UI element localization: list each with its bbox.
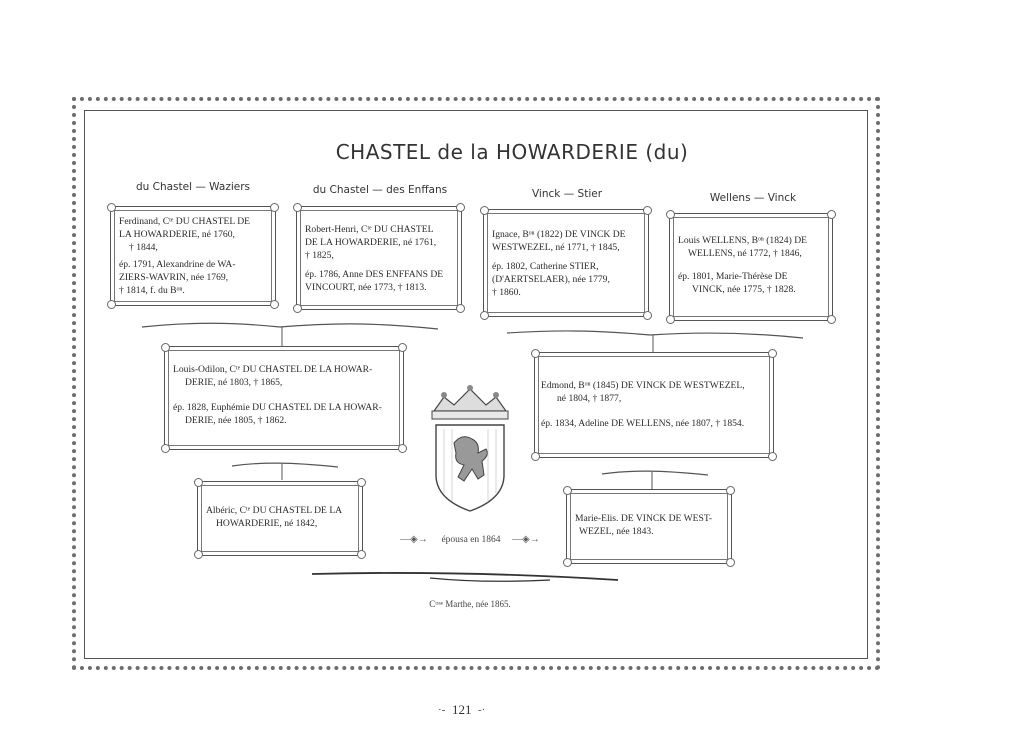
odilon-line-1: Louis-Odilon, Cᵗᵉ DU CHASTEL DE LA HOWAR-	[173, 364, 373, 375]
page-number: 121	[452, 702, 472, 717]
connector-swash-gen3-left	[230, 460, 340, 482]
ignace-line-2: WESTWEZEL, né 1771, † 1845,	[492, 242, 620, 253]
box-louis-odilon	[164, 346, 404, 450]
box-edmond	[534, 352, 774, 458]
marriage-ornament-left: —◈→	[400, 534, 428, 545]
box-robert-henri	[296, 206, 462, 310]
ferdinand-line-1: Ferdinand, Cᵗᵉ DU CHASTEL DE	[119, 216, 251, 227]
ferdinand-line-4: ép. 1791, Alexandrine de WA-	[119, 259, 236, 270]
marriage-text: épousa en 1864	[441, 535, 501, 545]
ferdinand-line-6: † 1814, f. du Bᵒⁿ.	[119, 285, 185, 296]
column-heading-chastel-enffans: du Chastel — des Enffans	[312, 184, 448, 196]
box-louis-wellens	[669, 213, 833, 321]
page-number-ornament-left: ·-	[438, 704, 446, 716]
ferdinand-line-5: ZIERS-WAVRIN, née 1769,	[119, 272, 229, 283]
edmond-line-3: ép. 1834, Adeline DE WELLENS, née 1807, † 1854.	[541, 418, 745, 429]
column-heading-chastel-waziers: du Chastel — Waziers	[135, 181, 251, 193]
column-heading-vinck-stier: Vinck — Stier	[531, 188, 603, 200]
ferdinand-line-2: LA HOWARDERIE, né 1760,	[119, 229, 235, 240]
robert-line-3: † 1825,	[305, 250, 334, 261]
louis-line-3: ép. 1801, Marie-Thérèse DE	[678, 271, 788, 282]
connector-swash-child	[310, 568, 620, 588]
robert-line-2: DE LA HOWARDERIE, né 1761,	[305, 237, 437, 248]
marriage-ornament-right: —◈→	[512, 534, 540, 545]
ignace-line-4: (D'AERTSELAER), née 1779,	[492, 274, 610, 285]
marie-line-2: WEZEL, née 1843.	[579, 526, 654, 537]
alberic-line-2: HOWARDERIE, né 1842,	[216, 518, 318, 529]
box-ignace	[483, 209, 649, 317]
ignace-line-1: Ignace, Bᵒⁿ (1822) DE VINCK DE	[492, 229, 626, 240]
odilon-line-4: DERIE, née 1805, † 1862.	[185, 415, 287, 426]
louis-line-1: Louis WELLENS, Bᵒⁿ (1824) DE	[678, 235, 807, 246]
page-title: CHASTEL de la HOWARDERIE (du)	[335, 140, 689, 164]
louis-line-2: WELLENS, né 1772, † 1846,	[688, 248, 802, 259]
louis-line-4: VINCK, née 1775, † 1828.	[692, 284, 796, 295]
box-alberic	[197, 481, 363, 556]
robert-line-1: Robert-Henri, Cᵗᵉ DU CHASTEL	[305, 224, 434, 235]
odilon-line-3: ép. 1828, Euphémie DU CHASTEL DE LA HOWAR-	[173, 402, 382, 413]
robert-line-4: ép. 1786, Anne DES ENFFANS DE	[305, 269, 444, 280]
page-number-ornament-right: -·	[478, 704, 486, 716]
ignace-line-3: ép. 1802, Catherine STIER,	[492, 261, 599, 272]
edmond-line-1: Edmond, Bᵒⁿ (1845) DE VINCK DE WESTWEZEL,	[541, 380, 745, 391]
ignace-line-5: † 1860.	[492, 287, 521, 298]
crowned-lion-shield-icon	[424, 383, 516, 515]
edmond-line-2: né 1804, † 1877,	[557, 393, 622, 404]
column-heading-wellens-vinck: Wellens — Vinck	[709, 192, 797, 204]
odilon-line-2: DERIE, né 1803, † 1865,	[185, 377, 283, 388]
marie-line-1: Marie-Elis. DE VINCK DE WEST-	[575, 513, 713, 524]
robert-line-5: VINCOURT, née 1773, † 1813.	[305, 282, 427, 293]
child-marthe: Cᵗˢˢᵉ Marthe, née 1865.	[429, 599, 511, 609]
alberic-line-1: Albéric, Cᵗᵉ DU CHASTEL DE LA	[206, 505, 343, 516]
box-marie-elis	[566, 489, 732, 564]
ferdinand-line-3: † 1844,	[129, 242, 158, 253]
box-ferdinand	[110, 206, 276, 306]
